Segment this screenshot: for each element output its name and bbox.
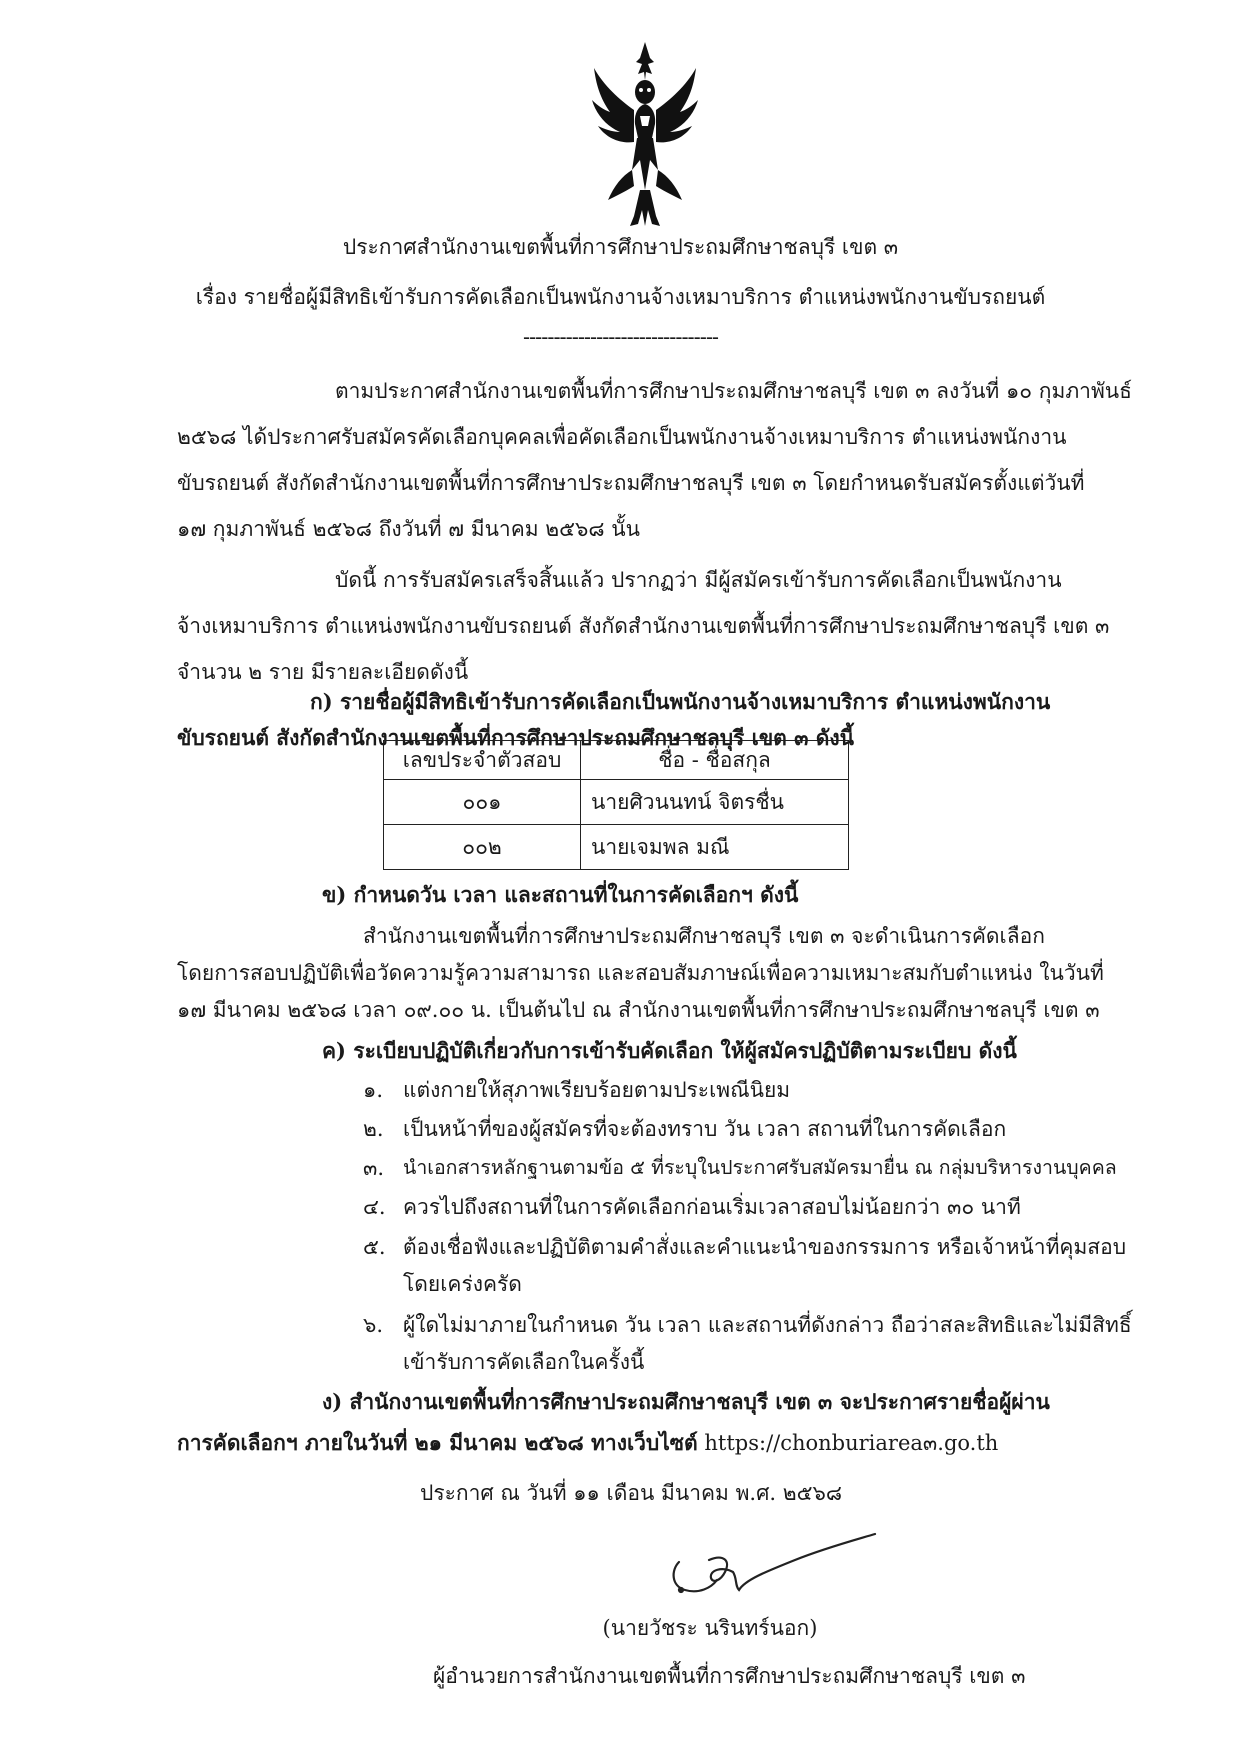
rule-number: ๖.	[363, 1313, 384, 1337]
announce-date: ประกาศ ณ วันที่ ๑๑ เดือน มีนาคม พ.ศ. ๒๕๖๘	[420, 1481, 843, 1505]
section-b-line: ๑๗ มีนาคม ๒๕๖๘ เวลา ๐๙.๐๐ น. เป็นต้นไป ณ สำนักงานเขตพื้นที่การศึกษาประถมศึกษาชลบุรี เขต ๓	[177, 998, 1100, 1022]
now-line: บัดนี้ การรับสมัครเสร็จสิ้นแล้ว ปรากฏว่า มีผู้สมัครเข้ารับการคัดเลือกเป็นพนักงาน	[335, 568, 1062, 592]
rule-text: เป็นหน้าที่ของผู้สมัครที่จะต้องทราบ วัน เวลา สถานที่ในการคัดเลือก	[403, 1117, 1007, 1141]
section-a-heading: ขับรถยนต์ สังกัดสำนักงานเขตพื้นที่การศึกษาประถมศึกษาชลบุรี เขต ๓ ดังนี้	[177, 725, 855, 750]
full-name-cell: นายศิวนนทน์ จิตรชื่น	[581, 780, 849, 825]
section-b-line: โดยการสอบปฏิบัติเพื่อวัดความรู้ความสามารถ และสอบสัมภาษณ์เพื่อความเหมาะสมกับตำแหน่ง ในวันที่	[177, 961, 1104, 985]
intro-line: ๒๕๖๘ ได้ประกาศรับสมัครคัดเลือกบุคคลเพื่อคัดเลือกเป็นพนักงานจ้างเหมาบริการ ตำแหน่งพนักงาน	[177, 425, 1067, 449]
rule-text: ผู้ใดไม่มาภายในกำหนด วัน เวลา และสถานที่ดังกล่าว ถือว่าสละสิทธิและไม่มีสิทธิ์	[403, 1313, 1132, 1337]
website-link[interactable]: https://chonburiarea๓.go.th	[697, 1431, 999, 1455]
intro-line: ขับรถยนต์ สังกัดสำนักงานเขตพื้นที่การศึกษาประถมศึกษาชลบุรี เขต ๓ โดยกำหนดรับสมัครตั้งแต่วันที่	[177, 471, 1085, 495]
signer-position: ผู้อำนวยการสำนักงานเขตพื้นที่การศึกษาประถมศึกษาชลบุรี เขต ๓	[433, 1664, 1026, 1688]
table-header-row	[384, 741, 849, 780]
rule-text: นำเอกสารหลักฐานตามข้อ ๕ ที่ระบุในประกาศรับสมัครมายื่น ณ กลุ่มบริหารงานบุคคล	[403, 1156, 1117, 1179]
full-name-cell: นายเจมพล มณี	[581, 825, 849, 870]
rule-number: ๓.	[363, 1156, 385, 1180]
table-row	[384, 780, 849, 825]
now-line: จ้างเหมาบริการ ตำแหน่งพนักงานขับรถยนต์ สังกัดสำนักงานเขตพื้นที่การศึกษาประถมศึกษาชลบุรี เขต ๓	[177, 614, 1110, 638]
column-header-full-name: ชื่อ - ชื่อสกุล	[581, 741, 849, 780]
candidate-table	[383, 740, 849, 870]
handwritten-signature	[665, 1520, 885, 1610]
table-row	[384, 825, 849, 870]
section-d-line	[177, 1428, 998, 1458]
intro-line: ๑๗ กุมภาพันธ์ ๒๕๖๘ ถึงวันที่ ๗ มีนาคม ๒๕๖๘ นั้น	[177, 517, 640, 541]
exam-id-cell: ๐๐๒	[384, 825, 581, 870]
rule-text: โดยเคร่งครัด	[403, 1272, 522, 1296]
rule-number: ๑.	[363, 1078, 384, 1102]
rule-number: ๕.	[363, 1235, 386, 1259]
intro-line: ตามประกาศสำนักงานเขตพื้นที่การศึกษาประถมศึกษาชลบุรี เขต ๓ ลงวันที่ ๑๐ กุมภาพันธ์	[335, 379, 1132, 403]
rule-text: ต้องเชื่อฟังและปฏิบัติตามคำสั่งและคำแนะนำของกรรมการ หรือเจ้าหน้าที่คุมสอบ	[403, 1235, 1127, 1259]
section-b-heading: ข) กำหนดวัน เวลา และสถานที่ในการคัดเลือกฯ ดังนี้	[322, 882, 799, 907]
section-c-heading: ค) ระเบียบปฏิบัติเกี่ยวกับการเข้ารับคัดเลือก ให้ผู้สมัครปฏิบัติตามระเบียบ ดังนี้	[322, 1038, 1017, 1063]
section-d-date-text: การคัดเลือกฯ ภายในวันที่ ๒๑ มีนาคม ๒๕๖๘ ทางเว็บไซต์	[177, 1430, 698, 1455]
section-d-line: ง) สำนักงานเขตพื้นที่การศึกษาประถมศึกษาชลบุรี เขต ๓ จะประกาศรายชื่อผู้ผ่าน	[322, 1389, 1050, 1414]
exam-id-cell: ๐๐๑	[384, 780, 581, 825]
garuda-emblem-icon	[590, 40, 700, 230]
section-b-line: สำนักงานเขตพื้นที่การศึกษาประถมศึกษาชลบุรี เขต ๓ จะดำเนินการคัดเลือก	[363, 924, 1045, 948]
section-a-heading: ก) รายชื่อผู้มีสิทธิเข้ารับการคัดเลือกเป็นพนักงานจ้างเหมาบริการ ตำแหน่งพนักงาน	[310, 689, 1051, 714]
rule-number: ๔.	[363, 1195, 386, 1219]
rule-text: ควรไปถึงสถานที่ในการคัดเลือกก่อนเริ่มเวลาสอบไม่น้อยกว่า ๓๐ นาที	[403, 1195, 1021, 1219]
signer-name: (นายวัชระ นรินทร์นอก)	[602, 1616, 818, 1640]
announcement-subject: เรื่อง รายชื่อผู้มีสิทธิเข้ารับการคัดเลือกเป็นพนักงานจ้างเหมาบริการ ตำแหน่งพนักงานขับรถยนต์	[195, 285, 1046, 309]
announcement-title: ประกาศสำนักงานเขตพื้นที่การศึกษาประถมศึกษาชลบุรี เขต ๓	[342, 235, 899, 259]
now-line: จำนวน ๒ ราย มีรายละเอียดดังนี้	[177, 660, 469, 684]
header-divider: --------------------------------	[522, 325, 719, 349]
rule-text: เข้ารับการคัดเลือกในครั้งนี้	[403, 1350, 645, 1374]
rule-number: ๒.	[363, 1117, 384, 1141]
rule-text: แต่งกายให้สุภาพเรียบร้อยตามประเพณีนิยม	[403, 1078, 791, 1102]
column-header-exam-id: เลขประจำตัวสอบ	[384, 741, 581, 780]
